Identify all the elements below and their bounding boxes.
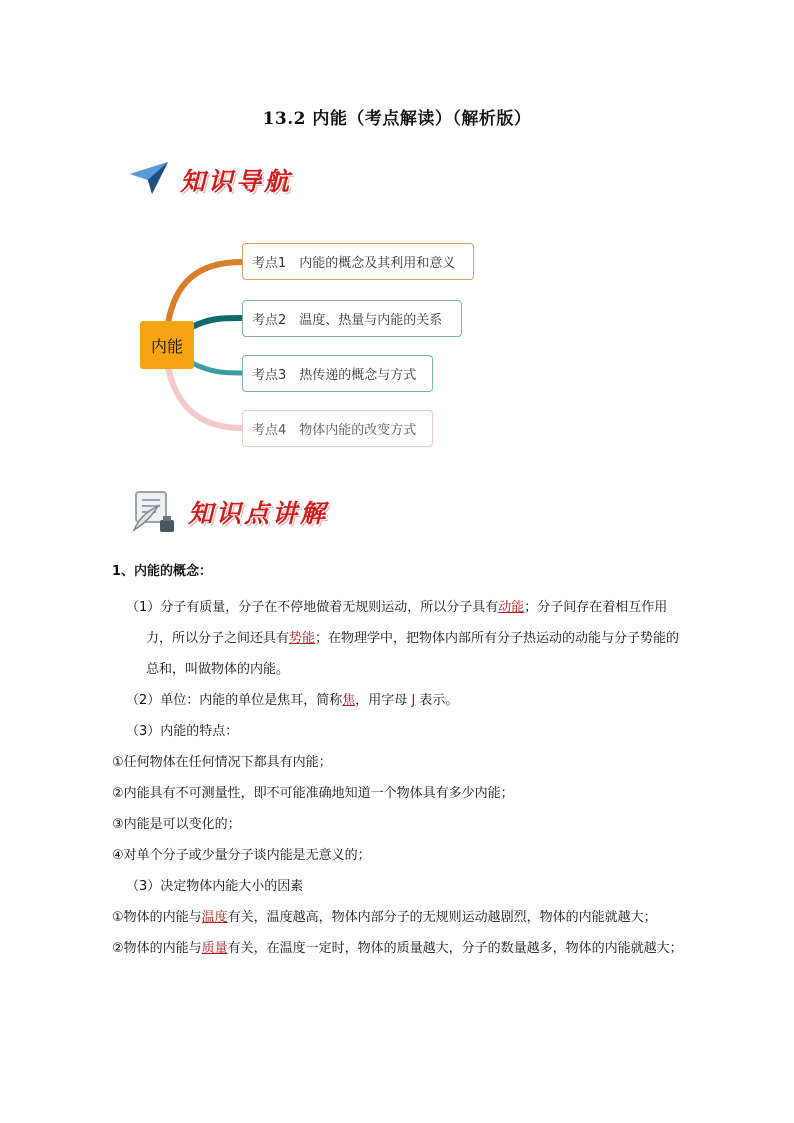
node-1-label: 内能的概念及其利用和意义	[299, 256, 456, 271]
p2-term-jiao: 焦	[342, 693, 356, 708]
p1-text-c: ；在物理学中，把物体内部所有分子热运动的动能与分子势能的总和，叫做物体的内能。	[146, 631, 680, 677]
paragraph-6: ③内能是可以变化的；	[112, 817, 241, 832]
p10-text-b: 有关，在温度一定时，物体的质量越大，分子的数量越多，物体的内能就越大；	[227, 941, 683, 956]
node-2-num: 考点2	[252, 313, 287, 328]
p9-text-b: 有关，温度越高，物体内部分子的无规则运动越剧烈，物体的内能就越大；	[227, 910, 657, 925]
mindmap-connectors	[0, 0, 794, 470]
branch-3	[192, 363, 242, 373]
p1-text-a: （1）分子有质量，分子在不停地做着无规则运动，所以分子具有	[126, 600, 499, 615]
node-4-label: 物体内能的改变方式	[299, 423, 417, 438]
knowledge-nav-title: 知识导航	[180, 167, 293, 196]
paragraph-5: ②内能具有不可测量性，即不可能准确地知道一个物体具有多少内能；	[112, 786, 514, 801]
p9-text-a: ①物体的内能与	[112, 910, 202, 925]
knowledge-explain-title: 知识点讲解	[188, 499, 329, 528]
branch-4	[168, 367, 242, 428]
node-1-num: 考点1	[252, 256, 287, 271]
p1-term-kinetic: 动能	[498, 600, 525, 615]
knowledge-explain-banner	[128, 486, 328, 538]
mindmap-node-1	[242, 243, 474, 280]
p2-text-a: （2）单位：内能的单位是焦耳，简称	[126, 693, 343, 708]
p2-text-c: 表示。	[415, 693, 459, 708]
paragraph-8: （3）决定物体内能大小的因素	[126, 879, 304, 894]
content-section	[112, 556, 687, 964]
node-2-label: 温度、热量与内能的关系	[299, 313, 443, 328]
mindmap-node-4	[242, 410, 433, 447]
mindmap-node-2	[242, 300, 462, 337]
node-4-num: 考点4	[252, 423, 287, 438]
page-title: 13.2 内能（考点解读）（解析版）	[262, 109, 532, 129]
paragraph-1	[112, 592, 687, 685]
p9-term-temperature: 温度	[201, 910, 228, 925]
branch-2	[192, 318, 242, 327]
mindmap-node-3	[242, 355, 433, 392]
p1-text-b: ；分子间存在着相互作用力，所以分子之间还具有	[146, 600, 668, 646]
scroll-quill-inkpot-icon	[128, 486, 178, 538]
mindmap-center-node: 内能	[140, 321, 194, 369]
p2-term-j: J	[411, 693, 416, 708]
paragraph-3: （3）内能的特点：	[126, 724, 239, 739]
node-3-num: 考点3	[252, 368, 287, 383]
p10-text-a: ②物体的内能与	[112, 941, 202, 956]
paragraph-10	[112, 933, 687, 964]
paragraph-2	[112, 685, 687, 716]
p1-term-potential: 势能	[289, 631, 316, 646]
paragraph-4: ①任何物体在任何情况下都具有内能；	[112, 755, 332, 770]
p10-term-mass: 质量	[201, 941, 228, 956]
node-3-label: 热传递的概念与方式	[299, 368, 417, 383]
p2-text-b: ，用字母	[355, 693, 412, 708]
branch-1	[168, 262, 242, 323]
section-heading: 1、内能的概念：	[112, 564, 213, 579]
paragraph-9	[112, 902, 687, 933]
paragraph-7: ④对单个分子或少量分子谈内能是无意义的；	[112, 848, 371, 863]
